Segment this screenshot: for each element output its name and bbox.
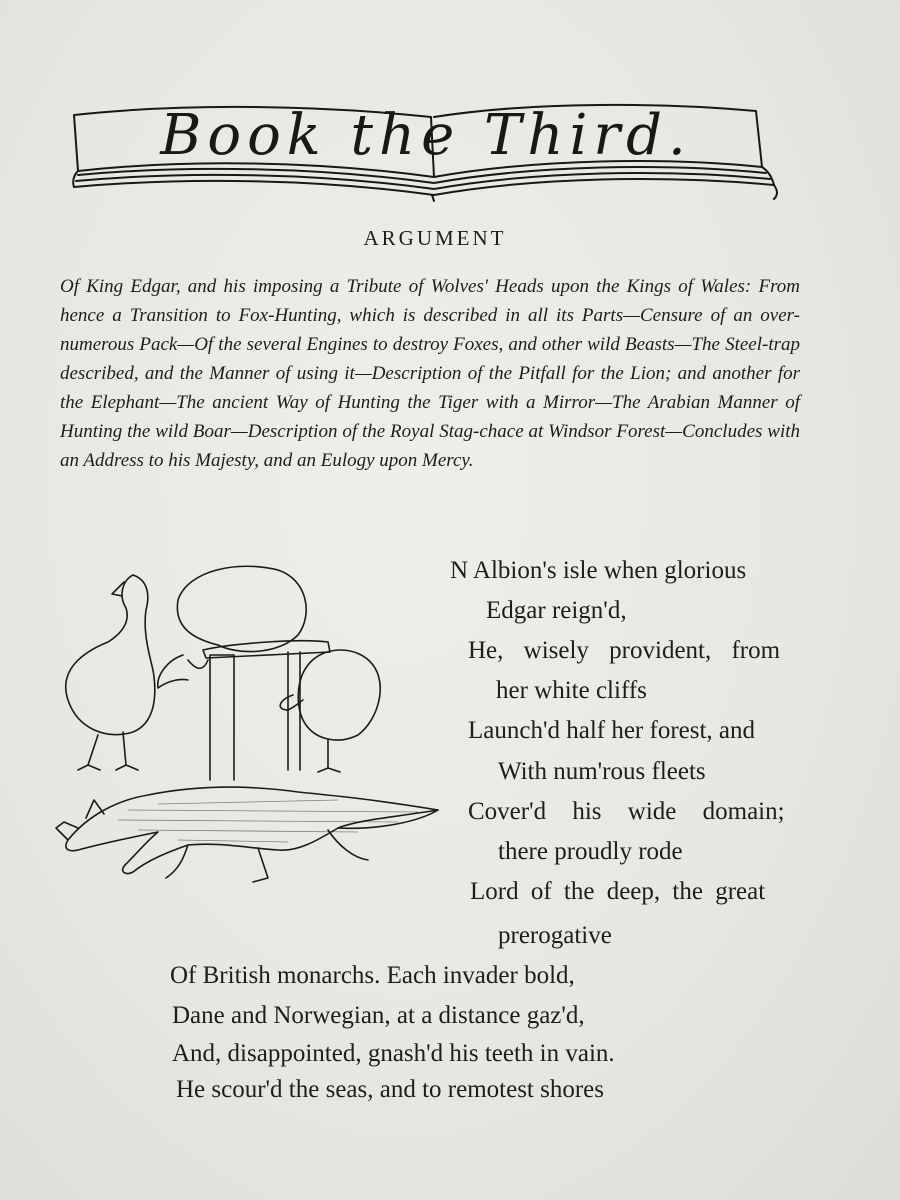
poem-line-11: Of British monarchs. Each invader bold,: [170, 962, 575, 989]
poem-line-6: With num'rous fleets: [498, 758, 706, 785]
fox-geese-drawing-icon: [38, 560, 458, 890]
poem-line-7: Cover'd his wide domain;: [468, 798, 785, 825]
fox-and-geese-illustration: [38, 560, 458, 890]
argument-text: Of King Edgar, and his imposing a Tribute of Wolves' Heads upon the Kings of Wales: From hence a Transition to Fox-Hunting, which is described in all its Parts—Censure of an over-numerous Pack—Of the several Engines to destroy Foxes, and other wild Beasts—The Steel-trap described, and the Manner of using it—Description of the Pitfall for the Lion; and another for the Elephant—The ancient Way of Hunting the Tiger with a Mirror—The Arabian Manner of Hunting the wild Boar—Description of the Royal Stag-chace at Windsor Forest—Concludes with an Address to his Majesty, and an Eulogy upon Mercy.: [60, 276, 800, 471]
poem-line-8: there proudly rode: [498, 838, 683, 865]
poem-line-12: Dane and Norwegian, at a distance gaz'd,: [172, 1002, 585, 1029]
poem-line-1: N Albion's isle when glorious: [450, 557, 747, 584]
poem-line-3: He, wisely provident, from: [468, 637, 781, 664]
book-banner: [66, 95, 786, 210]
poem-line-4: her white cliffs: [496, 677, 647, 704]
poem-line-2: Edgar reign'd,: [486, 597, 627, 624]
poem-line-13: And, disappointed, gnash'd his teeth in vain.: [172, 1040, 615, 1067]
poem-line-10: prerogative: [498, 922, 612, 949]
poem-line-5: Launch'd half her forest, and: [468, 717, 756, 744]
argument-title: ARGUMENT: [363, 226, 507, 250]
poem-line-14: He scour'd the seas, and to remotest shores: [176, 1076, 605, 1103]
poem-line-9: Lord of the deep, the great: [470, 878, 766, 905]
book-heading: Book the Third.: [160, 103, 692, 168]
